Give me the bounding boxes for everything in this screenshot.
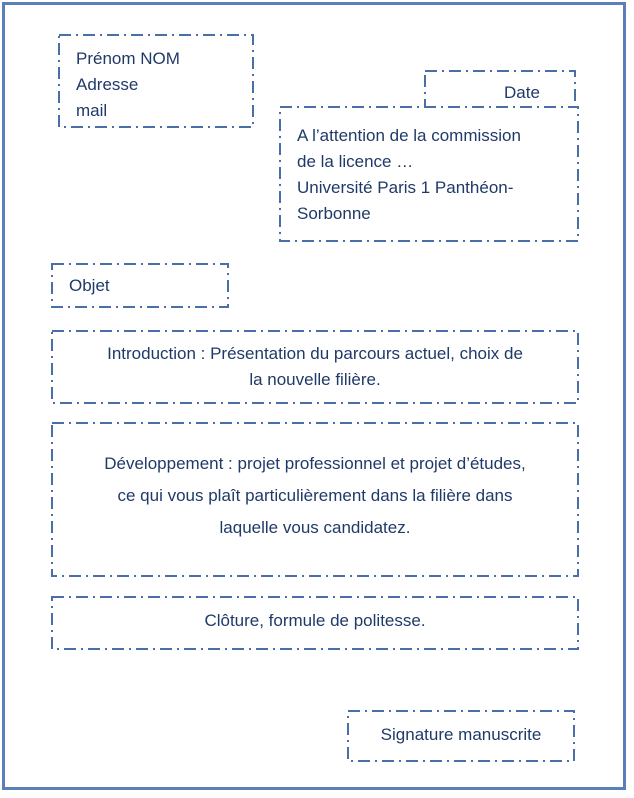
- date-label: Date: [504, 83, 540, 102]
- signature-box: [347, 710, 575, 762]
- introduction-box: [51, 330, 579, 404]
- recipient-line-4: Sorbonne: [297, 204, 371, 223]
- introduction-line-2: la nouvelle filière.: [249, 370, 381, 389]
- recipient-line-2: de la licence …: [297, 152, 414, 171]
- recipient-box: [279, 106, 579, 242]
- subject-label: Objet: [69, 276, 110, 295]
- sender-address: Adresse: [76, 75, 139, 94]
- development-box: [51, 422, 579, 577]
- sender-name: Prénom NOM: [76, 49, 180, 68]
- introduction-line-1: Introduction : Présentation du parcours actuel, choix de: [107, 344, 523, 363]
- recipient-line-1: A l’attention de la commission: [297, 126, 521, 145]
- development-line-2: ce qui vous plaît particulièrement dans la filière dans: [117, 486, 513, 505]
- development-line-3: laquelle vous candidatez.: [219, 518, 411, 537]
- closing-box: [51, 596, 579, 650]
- signature-label: Signature manuscrite: [380, 725, 542, 744]
- sender-box: [58, 34, 254, 128]
- date-box: [424, 70, 576, 110]
- sender-mail: mail: [76, 101, 108, 120]
- recipient-line-3: Université Paris 1 Panthéon-: [297, 178, 514, 197]
- subject-box: [51, 263, 229, 308]
- closing-label: Clôture, formule de politesse.: [204, 611, 426, 630]
- development-line-1: Développement : projet professionnel et projet d’études,: [104, 454, 526, 473]
